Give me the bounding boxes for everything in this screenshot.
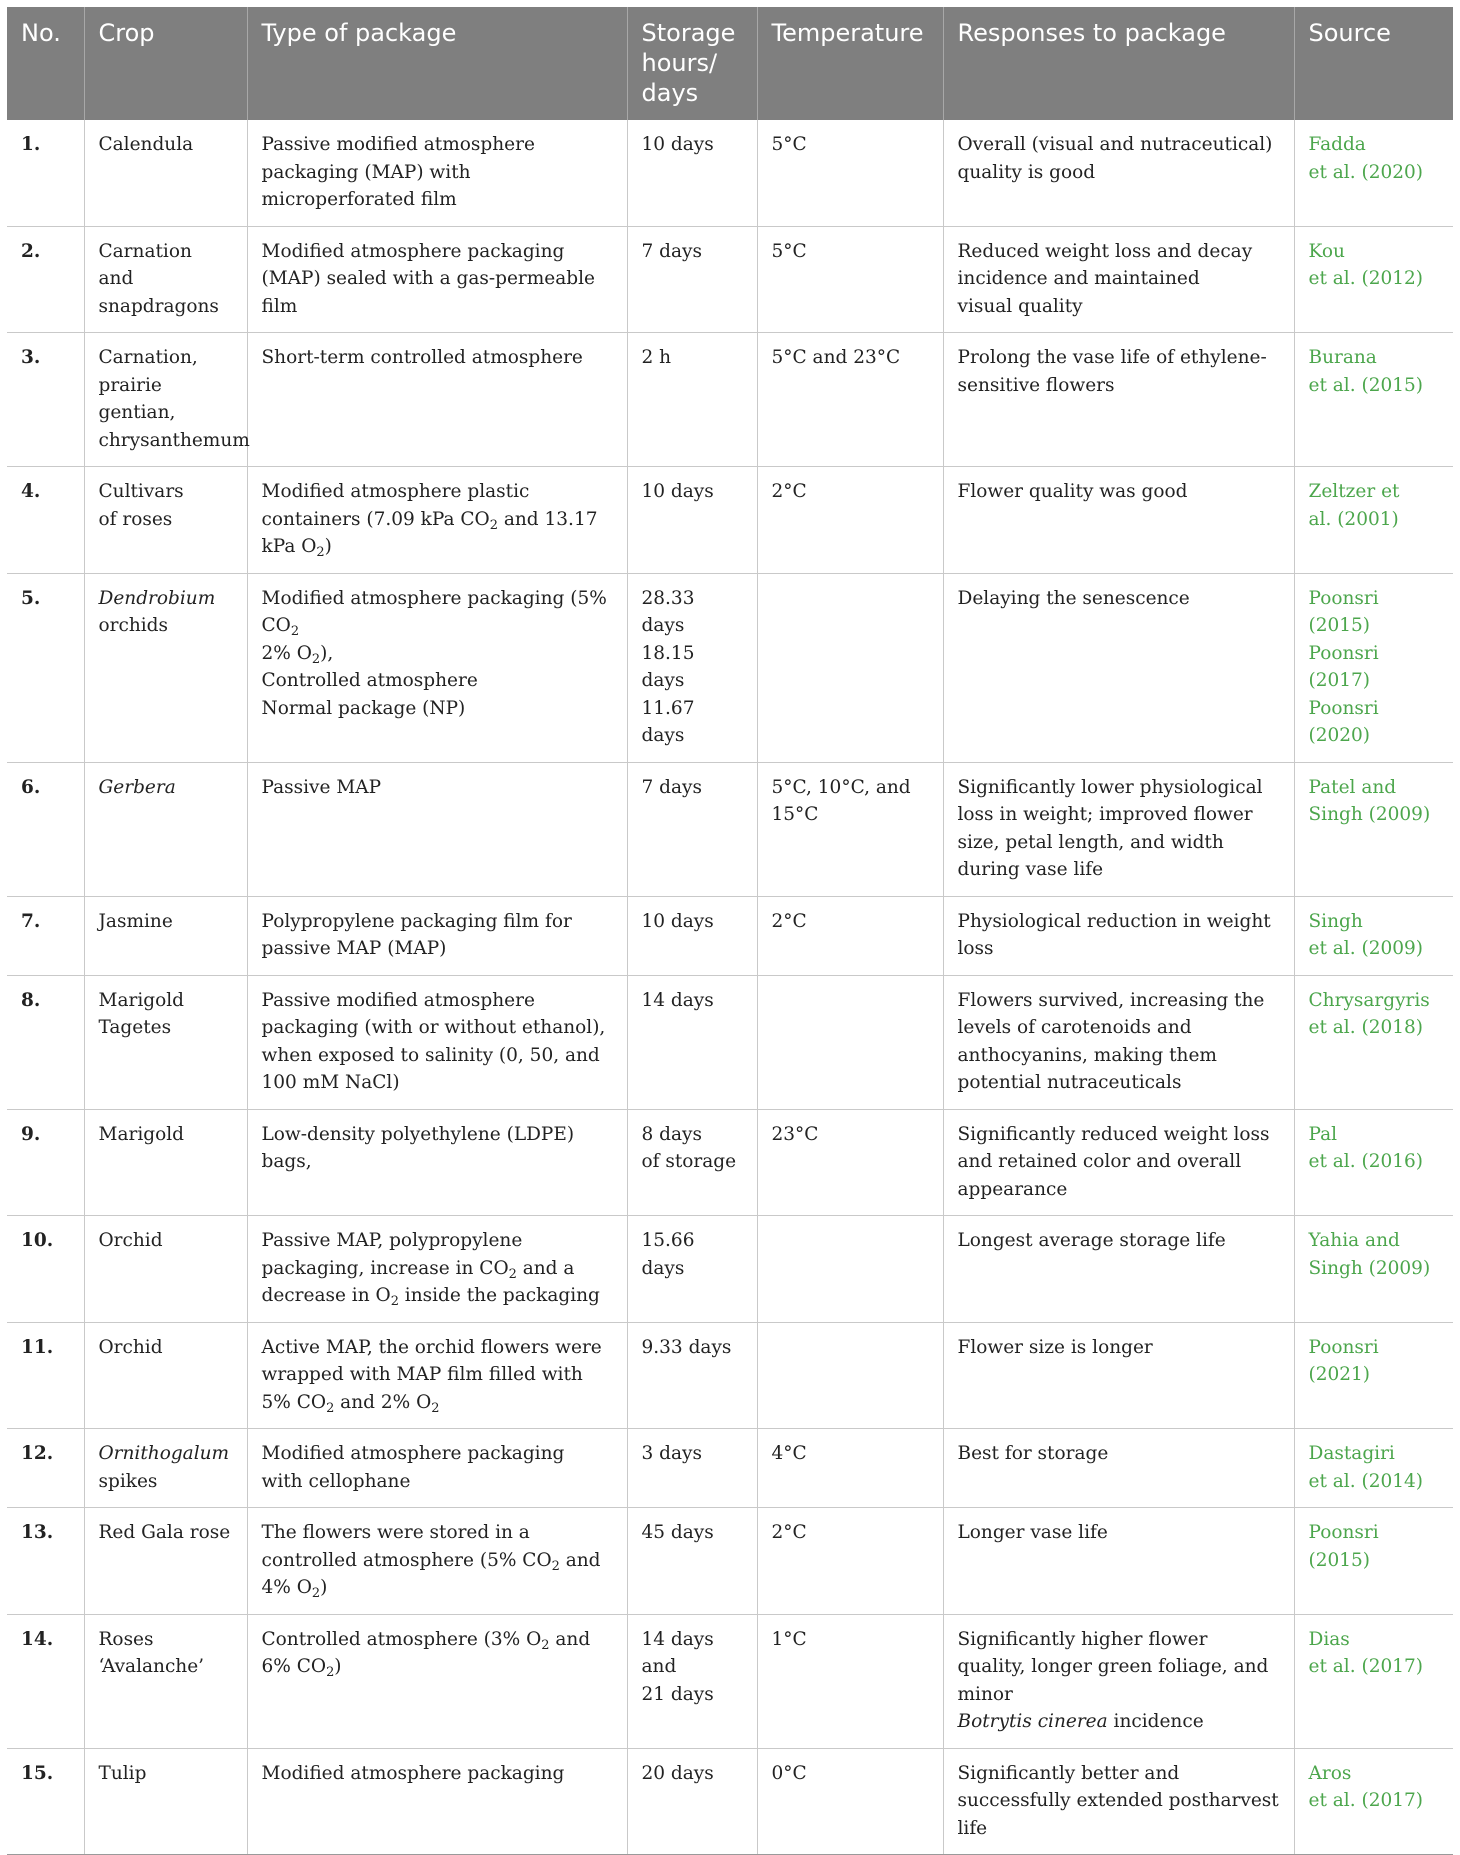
package-type-cell: Passive modified atmosphere packaging (MAP) with microperforated film [247,120,627,226]
row-number: 13. [7,1508,84,1615]
table-row [7,120,1453,226]
table-row [7,762,1453,896]
crop-text: Marigold [98,1123,184,1145]
table-row [7,333,1453,467]
table-body [7,120,1453,1855]
table-container [7,7,1453,1855]
crop-text: Calendula [98,134,194,155]
response-cell: Delaying the senescence [943,573,1294,762]
table-row [7,896,1453,975]
crop-italic-text: Gerbera [98,776,176,798]
crop-cell [84,1429,247,1508]
crop-text: orchids [98,615,169,636]
storage-cell: 9.33 days [627,1322,757,1429]
package-type-cell: Polypropylene packaging film for passive MAP (MAP) [247,896,627,975]
storage-cell: 3 days [627,1429,757,1508]
row-number: 4. [7,467,84,574]
table-row [7,1429,1453,1508]
header-temperature: Temperature [757,7,943,120]
source-link[interactable]: Burana et al. (2015) [1294,333,1453,467]
crop-text: spikes [98,1470,158,1492]
storage-cell: 7 days [627,762,757,896]
crop-cell [84,467,247,574]
temperature-cell: 2°C [757,1508,943,1615]
response-cell: Reduced weight loss and decay incidence and maintained visual quality [943,226,1294,333]
header-responses: Responses to package [943,7,1294,120]
crop-cell [84,226,247,333]
crop-text: Tulip [98,1762,147,1784]
row-number: 10. [7,1216,84,1323]
package-type-cell: Passive modified atmosphere packaging (with or without ethanol), when exposed to salinity (0, 50, and 100 mM NaCl) [247,975,627,1109]
header-crop: Crop [84,7,247,120]
crop-text: Cultivars of roses [98,481,184,530]
source-link[interactable]: Zeltzer et al. (2001) [1294,467,1453,574]
temperature-cell: 2°C [757,896,943,975]
crop-text: Jasmine [98,910,173,932]
source-link[interactable]: Poonsri (2021) [1294,1322,1453,1429]
crop-cell [84,1216,247,1323]
crop-cell [84,1322,247,1429]
package-type-cell: The flowers were stored in a controlled atmosphere (5% $CO_2$ and 4% $O_2$) [247,1508,627,1615]
package-type-cell: Low-density polyethylene (LDPE) bags, [247,1109,627,1216]
temperature-cell [757,1322,943,1429]
package-type-cell: Modified atmosphere packaging [247,1748,627,1855]
storage-cell: 45 days [627,1508,757,1615]
table-row [7,975,1453,1109]
crop-text: Orchid [98,1230,163,1251]
table-row [7,467,1453,574]
temperature-cell: 23°C [757,1109,943,1216]
response-cell: Prolong the vase life of ethylene- sensitive flowers [943,333,1294,467]
response-cell: Flower size is longer [943,1322,1294,1429]
table-row [7,1322,1453,1429]
package-type-cell: Short-term controlled atmosphere [247,333,627,467]
storage-cell: 14 days [627,975,757,1109]
storage-cell: 14 days and 21 days [627,1614,757,1748]
response-cell: Significantly lower physiological loss in weight; improved flower size, petal length, and width during vase life [943,762,1294,896]
crop-cell [84,1748,247,1855]
package-type-cell: Active MAP, the orchid flowers were wrapped with MAP film filled with 5% $CO_2$ and 2% $O_2$ [247,1322,627,1429]
row-number: 11. [7,1322,84,1429]
row-number: 1. [7,120,84,226]
package-type-cell: Modified atmosphere packaging with cellophane [247,1429,627,1508]
package-type-cell: Modified atmosphere packaging (5% $CO_2$ 2% $O_2$), Controlled atmosphere Normal package (NP) [247,573,627,762]
table-row [7,1508,1453,1615]
temperature-cell: 5°C, 10°C, and 15°C [757,762,943,896]
storage-cell: 28.33 days 18.15 days 11.67 days [627,573,757,762]
response-cell: Significantly reduced weight loss and retained color and overall appearance [943,1109,1294,1216]
row-number: 15. [7,1748,84,1855]
temperature-cell: 5°C and 23°C [757,333,943,467]
row-number: 5. [7,573,84,762]
row-number: 12. [7,1429,84,1508]
package-type-cell: Passive MAP [247,762,627,896]
crop-text: Roses ‘Avalanche’ [98,1628,205,1677]
crop-text: Red Gala rose [98,1522,231,1543]
row-number: 8. [7,975,84,1109]
response-cell: Physiological reduction in weight loss [943,896,1294,975]
source-link[interactable]: Patel and Singh (2009) [1294,762,1453,896]
table-row [7,1216,1453,1323]
crop-cell [84,975,247,1109]
header-row [7,7,1453,120]
response-cell: Best for storage [943,1429,1294,1508]
temperature-cell: 5°C [757,120,943,226]
crop-text: Orchid [98,1336,163,1358]
row-number: 6. [7,762,84,896]
storage-cell: 2 h [627,333,757,467]
storage-cell: 7 days [627,226,757,333]
response-cell: Longest average storage life [943,1216,1294,1323]
temperature-cell: 1°C [757,1614,943,1748]
storage-cell: 15.66 days [627,1216,757,1323]
row-number: 7. [7,896,84,975]
crop-cell [84,762,247,896]
storage-cell: 8 days of storage [627,1109,757,1216]
source-link[interactable]: Dastagiri et al. (2014) [1294,1429,1453,1508]
header-source: Source [1294,7,1453,120]
storage-cell: 10 days [627,896,757,975]
source-link[interactable]: Fadda et al. (2020) [1294,120,1453,226]
storage-cell: 10 days [627,120,757,226]
response-cell: Significantly better and successfully extended postharvest life [943,1748,1294,1855]
temperature-cell [757,975,943,1109]
table-header [7,7,1453,120]
crop-cell [84,573,247,762]
crop-text: Carnation, prairie gentian, chrysanthemum [98,347,250,451]
crop-italic-text: Ornithogalum [98,1443,230,1464]
package-type-cell: Modified atmosphere plastic containers (7.09 kPa $CO_2$ and 13.17 kPa $O_2$) [247,467,627,574]
temperature-cell: 2°C [757,467,943,574]
crop-cell [84,1109,247,1216]
header-storage: Storage hours/ days [627,7,757,120]
package-type-cell: Passive MAP, polypropylene packaging, increase in $CO_2$ and a decrease in $O_2$ inside the packaging [247,1216,627,1323]
crop-cell [84,333,250,467]
table-row [7,1614,1453,1748]
source-link[interactable]: Pal et al. (2016) [1294,1109,1453,1216]
temperature-cell: 5°C [757,226,943,333]
table-row [7,1109,1453,1216]
storage-cell: 20 days [627,1748,757,1855]
crop-text: Marigold Tagetes [98,989,184,1038]
table-row [7,573,1453,762]
source-link[interactable]: Aros et al. (2017) [1294,1748,1453,1855]
crop-text: Carnation and snapdragons [98,240,219,317]
temperature-cell [757,573,943,762]
source-link[interactable]: Yahia and Singh (2009) [1294,1216,1453,1323]
header-no: No. [7,7,84,120]
crop-cell [84,1614,247,1748]
crop-cell [84,120,247,226]
storage-cell: 10 days [627,467,757,574]
packaging-table [7,7,1453,1855]
source-link[interactable]: Dias et al. (2017) [1294,1614,1453,1748]
temperature-cell: 0°C [757,1748,943,1855]
source-link[interactable]: Kou et al. (2012) [1294,226,1453,333]
source-link[interactable]: Singh et al. (2009) [1294,896,1453,975]
response-cell: Flower quality was good [943,467,1294,574]
response-cell: Longer vase life [943,1508,1294,1615]
table-row [7,1748,1453,1855]
source-link[interactable]: Chrysargyris et al. (2018) [1294,975,1453,1109]
row-number: 3. [7,333,84,467]
package-type-cell: Modified atmosphere packaging (MAP) sealed with a gas-permeable film [247,226,627,333]
source-link[interactable]: Poonsri (2015) [1294,1508,1453,1615]
source-link[interactable]: Poonsri (2015) Poonsri (2017) Poonsri (2020) [1294,573,1453,762]
crop-cell [84,896,247,975]
row-number: 14. [7,1614,84,1748]
crop-italic-text: Dendrobium [98,587,216,609]
temperature-cell: 4°C [757,1429,943,1508]
response-cell: Significantly higher flower quality, longer green foliage, and minor Botrytis cinerea incidence [943,1614,1294,1748]
header-package-type: Type of package [247,7,627,120]
response-cell: Overall (visual and nutraceutical) quality is good [943,120,1294,226]
row-number: 9. [7,1109,84,1216]
crop-cell [84,1508,247,1615]
package-type-cell: Controlled atmosphere (3% $O_2$ and 6% $CO_2$) [247,1614,627,1748]
response-cell: Flowers survived, increasing the levels of carotenoids and anthocyanins, making them potential nutraceuticals [943,975,1294,1109]
temperature-cell [757,1216,943,1323]
row-number: 2. [7,226,84,333]
table-row [7,226,1453,333]
